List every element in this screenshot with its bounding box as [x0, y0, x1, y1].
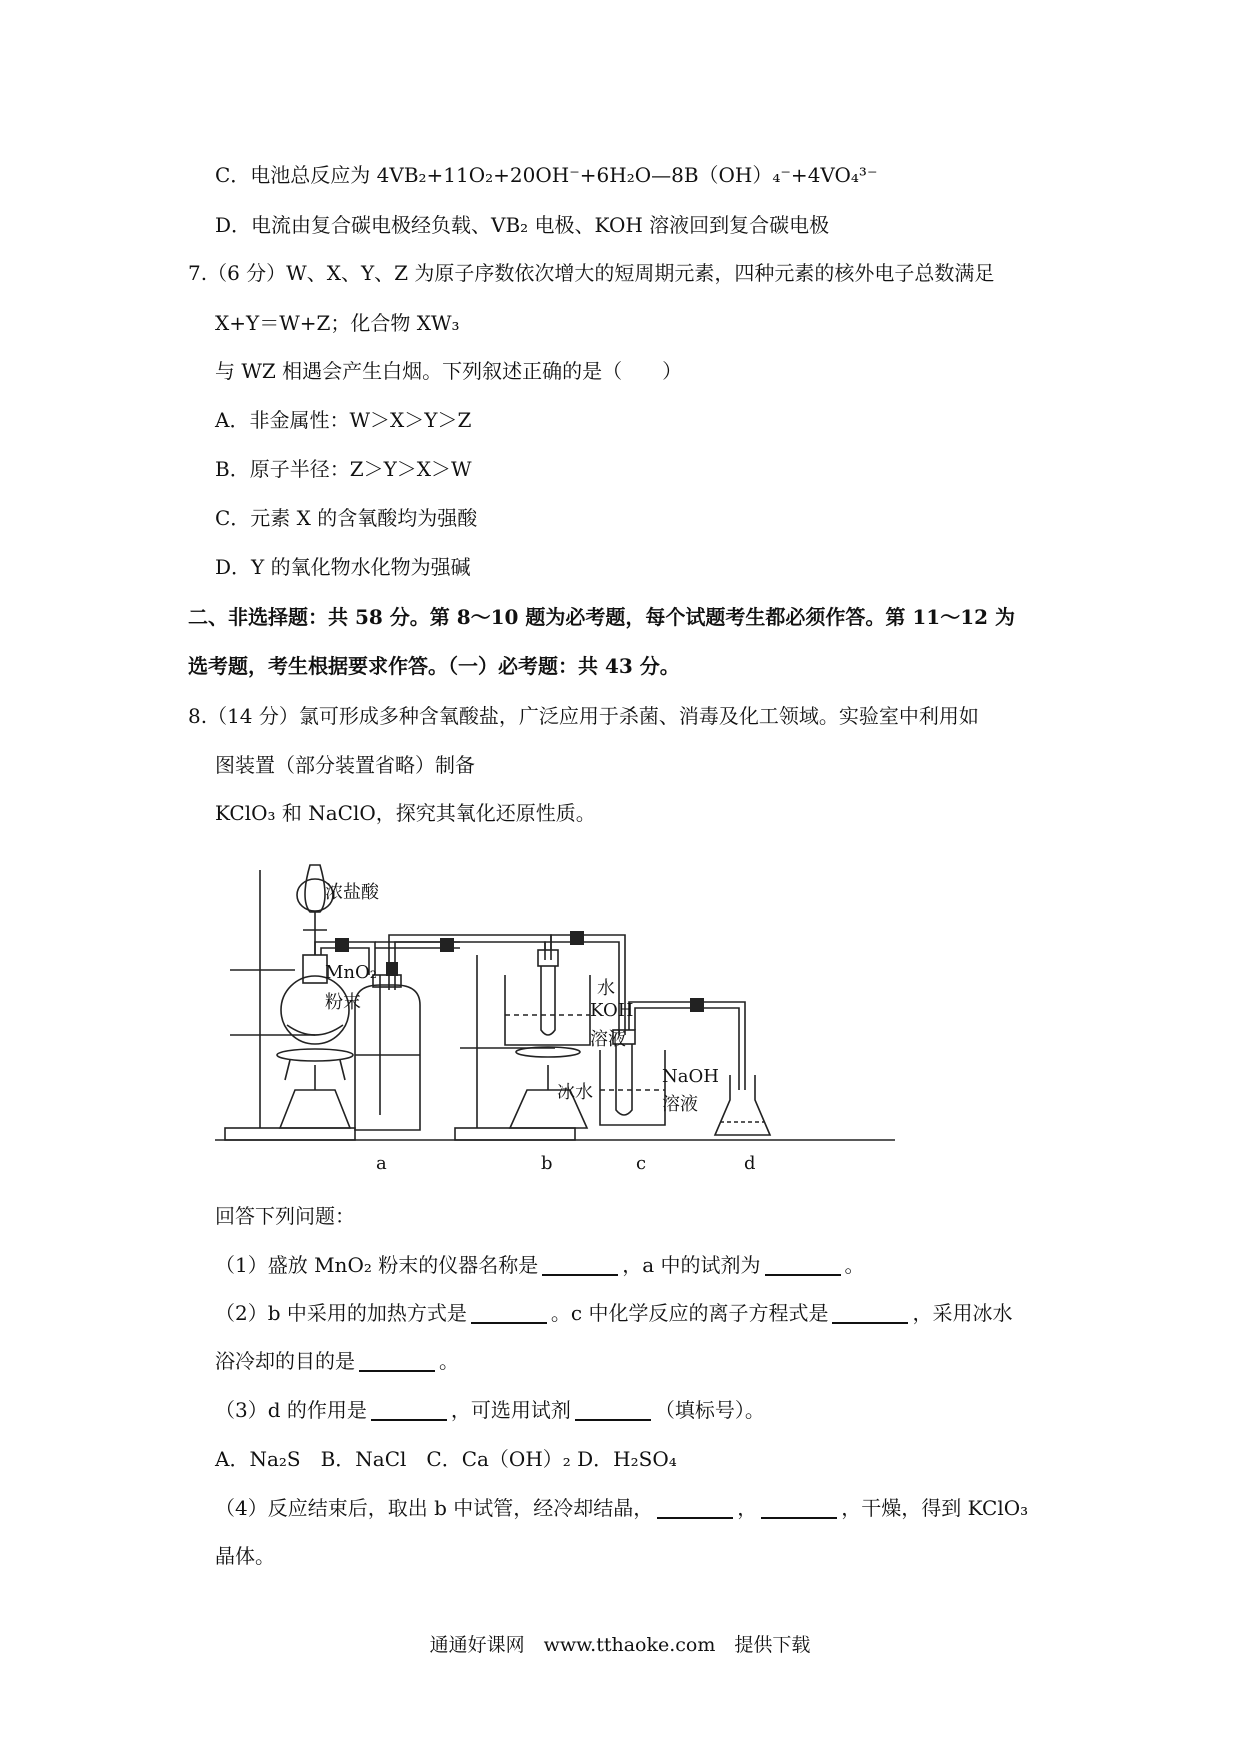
part-3-blank-1[interactable] [371, 1399, 447, 1421]
part-4-text-c: ，干燥，得到 KClO₃ [841, 1496, 1029, 1520]
part-3 [215, 1397, 765, 1423]
label-water: 水 [597, 978, 615, 999]
part-2 [215, 1300, 1012, 1326]
part-4-text-b: ， [737, 1496, 758, 1520]
part-2-blank-3[interactable] [359, 1350, 435, 1372]
part-3-text-a: （3）d 的作用是 [215, 1398, 367, 1422]
part-2-blank-2[interactable] [832, 1302, 908, 1324]
question-7-stem-1: 7.（6 分）W、X、Y、Z 为原子序数依次增大的短周期元素，四种元素的核外电子总数满足 [188, 261, 995, 285]
label-naoh: NaOH [662, 1066, 719, 1087]
label-powder: 粉末 [325, 992, 361, 1013]
label-d: d [744, 1153, 756, 1174]
label-ice-water: 冰水 [557, 1082, 593, 1103]
option-c-q7: C．元素 X 的含氧酸均为强酸 [215, 506, 478, 530]
option-d-q6: D．电流由复合碳电极经负载、VB₂ 电极、KOH 溶液回到复合碳电极 [215, 213, 830, 237]
part-3-text-c: （填标号）。 [654, 1398, 765, 1422]
part-1 [215, 1252, 865, 1278]
part-2-cont [215, 1348, 459, 1374]
question-8-stem-3: KClO₃ 和 NaClO，探究其氧化还原性质。 [215, 801, 596, 825]
part-2-text-b: 。c 中化学反应的离子方程式是 [550, 1301, 829, 1325]
label-b: b [541, 1153, 553, 1174]
part-2-blank-1[interactable] [471, 1302, 547, 1324]
option-c-q6: C．电池总反应为 4VB₂+11O₂+20OH⁻+6H₂O—8B（OH）₄⁻+4VO₄³⁻ [215, 163, 878, 187]
part-2-text-e: 。 [439, 1349, 459, 1373]
label-mno2: MnO₂ [325, 962, 377, 983]
part-2-text-d: 浴冷却的目的是 [215, 1349, 355, 1373]
section-2-line-1: 二、非选择题：共 58 分。第 8～10 题为必考题，每个试题考生都必须作答。第 11～12 为 [188, 605, 1016, 629]
label-a: a [376, 1153, 387, 1174]
part-1-text-b: ，a 中的试剂为 [622, 1253, 761, 1277]
label-c: c [636, 1153, 647, 1174]
label-solution-koh: 溶液 [590, 1029, 626, 1050]
part-4-blank-2[interactable] [761, 1497, 837, 1519]
option-d-q7: D．Y 的氧化物水化物为强碱 [215, 555, 471, 579]
question-7-stem-2: X+Y＝W+Z；化合物 XW₃ [215, 311, 460, 335]
part-1-text-c: 。 [844, 1253, 865, 1277]
answer-prompt: 回答下列问题： [215, 1204, 355, 1228]
part-4-text-a: （4）反应结束后，取出 b 中试管，经冷却结晶， [215, 1496, 654, 1520]
label-solution-naoh: 溶液 [662, 1094, 698, 1115]
part-1-text-a: （1）盛放 MnO₂ 粉末的仪器名称是 [215, 1253, 539, 1277]
part-4-blank-1[interactable] [657, 1497, 733, 1519]
page-footer: 通通好课网 www.tthaoke.com 提供下载 [429, 1634, 811, 1656]
part-1-blank-2[interactable] [765, 1254, 841, 1276]
part-3-options: A．Na₂S B．NaCl C．Ca（OH）₂ D．H₂SO₄ [215, 1447, 677, 1471]
question-8-stem-1: 8.（14 分）氯可形成多种含氧酸盐，广泛应用于杀菌、消毒及化工领域。实验室中利用如 [188, 704, 979, 728]
part-3-blank-2[interactable] [575, 1399, 651, 1421]
question-7-stem-3: 与 WZ 相遇会产生白烟。下列叙述正确的是（ ） [215, 359, 683, 383]
part-4-cont: 晶体。 [215, 1544, 275, 1568]
part-1-blank-1[interactable] [542, 1254, 618, 1276]
part-3-text-b: ，可选用试剂 [450, 1398, 571, 1422]
section-2-line-2: 选考题，考生根据要求作答。（一）必考题：共 43 分。 [188, 654, 680, 678]
label-conc-hcl: 浓盐酸 [325, 882, 379, 903]
question-8-stem-2: 图装置（部分装置省略）制备 [215, 753, 475, 777]
label-koh: KOH [590, 1000, 634, 1021]
part-2-text-a: （2）b 中采用的加热方式是 [215, 1301, 467, 1325]
apparatus-figure [215, 850, 915, 1180]
part-2-text-c: ，采用冰水 [912, 1301, 1013, 1325]
apparatus-drawing [215, 850, 915, 1180]
option-a-q7: A．非金属性：W＞X＞Y＞Z [215, 408, 472, 432]
part-4 [215, 1495, 1028, 1521]
option-b-q7: B．原子半径：Z＞Y＞X＞W [215, 457, 472, 481]
